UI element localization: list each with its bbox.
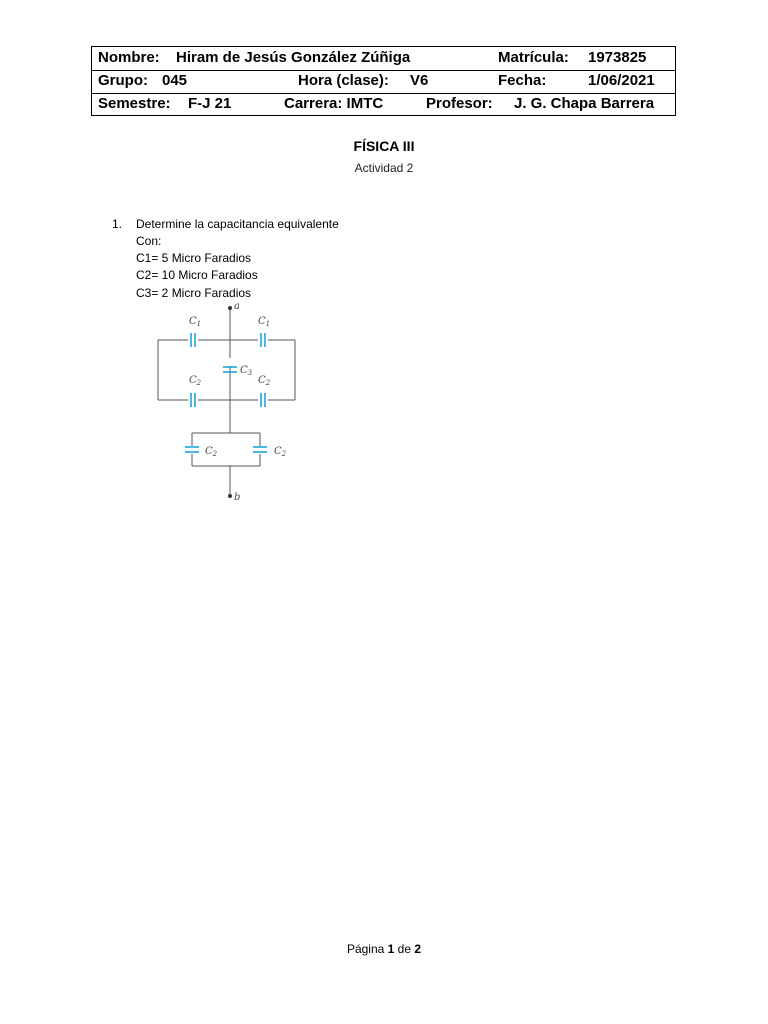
page-title: FÍSICA III	[353, 138, 415, 154]
fecha-label: Fecha:	[498, 72, 547, 89]
node-b-dot	[228, 494, 232, 498]
capacitor-c1-right	[261, 333, 265, 347]
footer-middle: de	[394, 942, 415, 956]
footer-total-pages: 2	[414, 942, 422, 956]
footer-current-page: 1	[387, 942, 395, 956]
nombre-label: Nombre:	[98, 49, 160, 66]
node-a-label: a	[234, 301, 240, 312]
fecha-value: 1/06/2021	[588, 72, 655, 89]
capacitor-circuit-diagram	[140, 298, 310, 508]
capacitor-c2-bottom-left	[185, 447, 199, 452]
node-b-label: b	[234, 492, 241, 503]
hora-value: V6	[410, 72, 429, 89]
question-prompt: Determine la capacitancia equivalente	[136, 217, 339, 231]
profesor-value: J. G. Chapa Barrera	[514, 95, 655, 112]
matricula-value: 1973825	[588, 49, 647, 66]
label-c1-right: $C_1$	[258, 316, 271, 328]
grupo-label: Grupo:	[98, 72, 148, 89]
page-subtitle: Actividad 2	[354, 161, 414, 175]
capacitor-c2-left	[191, 393, 195, 407]
semestre-value: F-J 21	[188, 95, 232, 112]
label-c2-left: $C_2$	[189, 375, 202, 387]
capacitor-c2-bottom-right	[253, 447, 267, 452]
matricula-label: Matrícula:	[498, 49, 569, 66]
nombre-value: Hiram de Jesús González Zúñiga	[176, 49, 411, 66]
header-row-grupo	[92, 70, 675, 94]
label-c2-bottom-left: $C_2$	[205, 446, 218, 458]
capacitor-c2-right	[261, 393, 265, 407]
footer-prefix: Página	[346, 942, 388, 956]
circuit-wires	[158, 308, 295, 496]
header-row-semestre	[92, 93, 675, 116]
grupo-value: 045	[162, 72, 188, 89]
header-row-nombre	[92, 47, 675, 71]
page-footer	[0, 942, 768, 956]
student-info-table	[91, 46, 676, 116]
question-given-label: Con:	[136, 234, 162, 248]
semestre-label: Semestre:	[98, 95, 171, 112]
node-a-dot	[228, 306, 232, 310]
carrera-label: Carrera: IMTC	[284, 95, 384, 112]
profesor-label: Profesor:	[426, 95, 493, 112]
question-c1-value: C1= 5 Micro Faradios	[136, 251, 252, 265]
capacitor-c1-left	[191, 333, 195, 347]
label-c1-left: $C_1$	[189, 316, 202, 328]
question-c2-value: C2= 10 Micro Faradios	[136, 268, 258, 282]
question-c3-value: C3= 2 Micro Faradios	[136, 286, 252, 300]
label-c3: $C_3$	[240, 365, 253, 377]
question-number: 1.	[112, 217, 123, 231]
label-c2-bottom-right: $C_2$	[274, 446, 287, 458]
hora-label: Hora (clase):	[298, 72, 389, 89]
label-c2-right: $C_2$	[258, 375, 271, 387]
